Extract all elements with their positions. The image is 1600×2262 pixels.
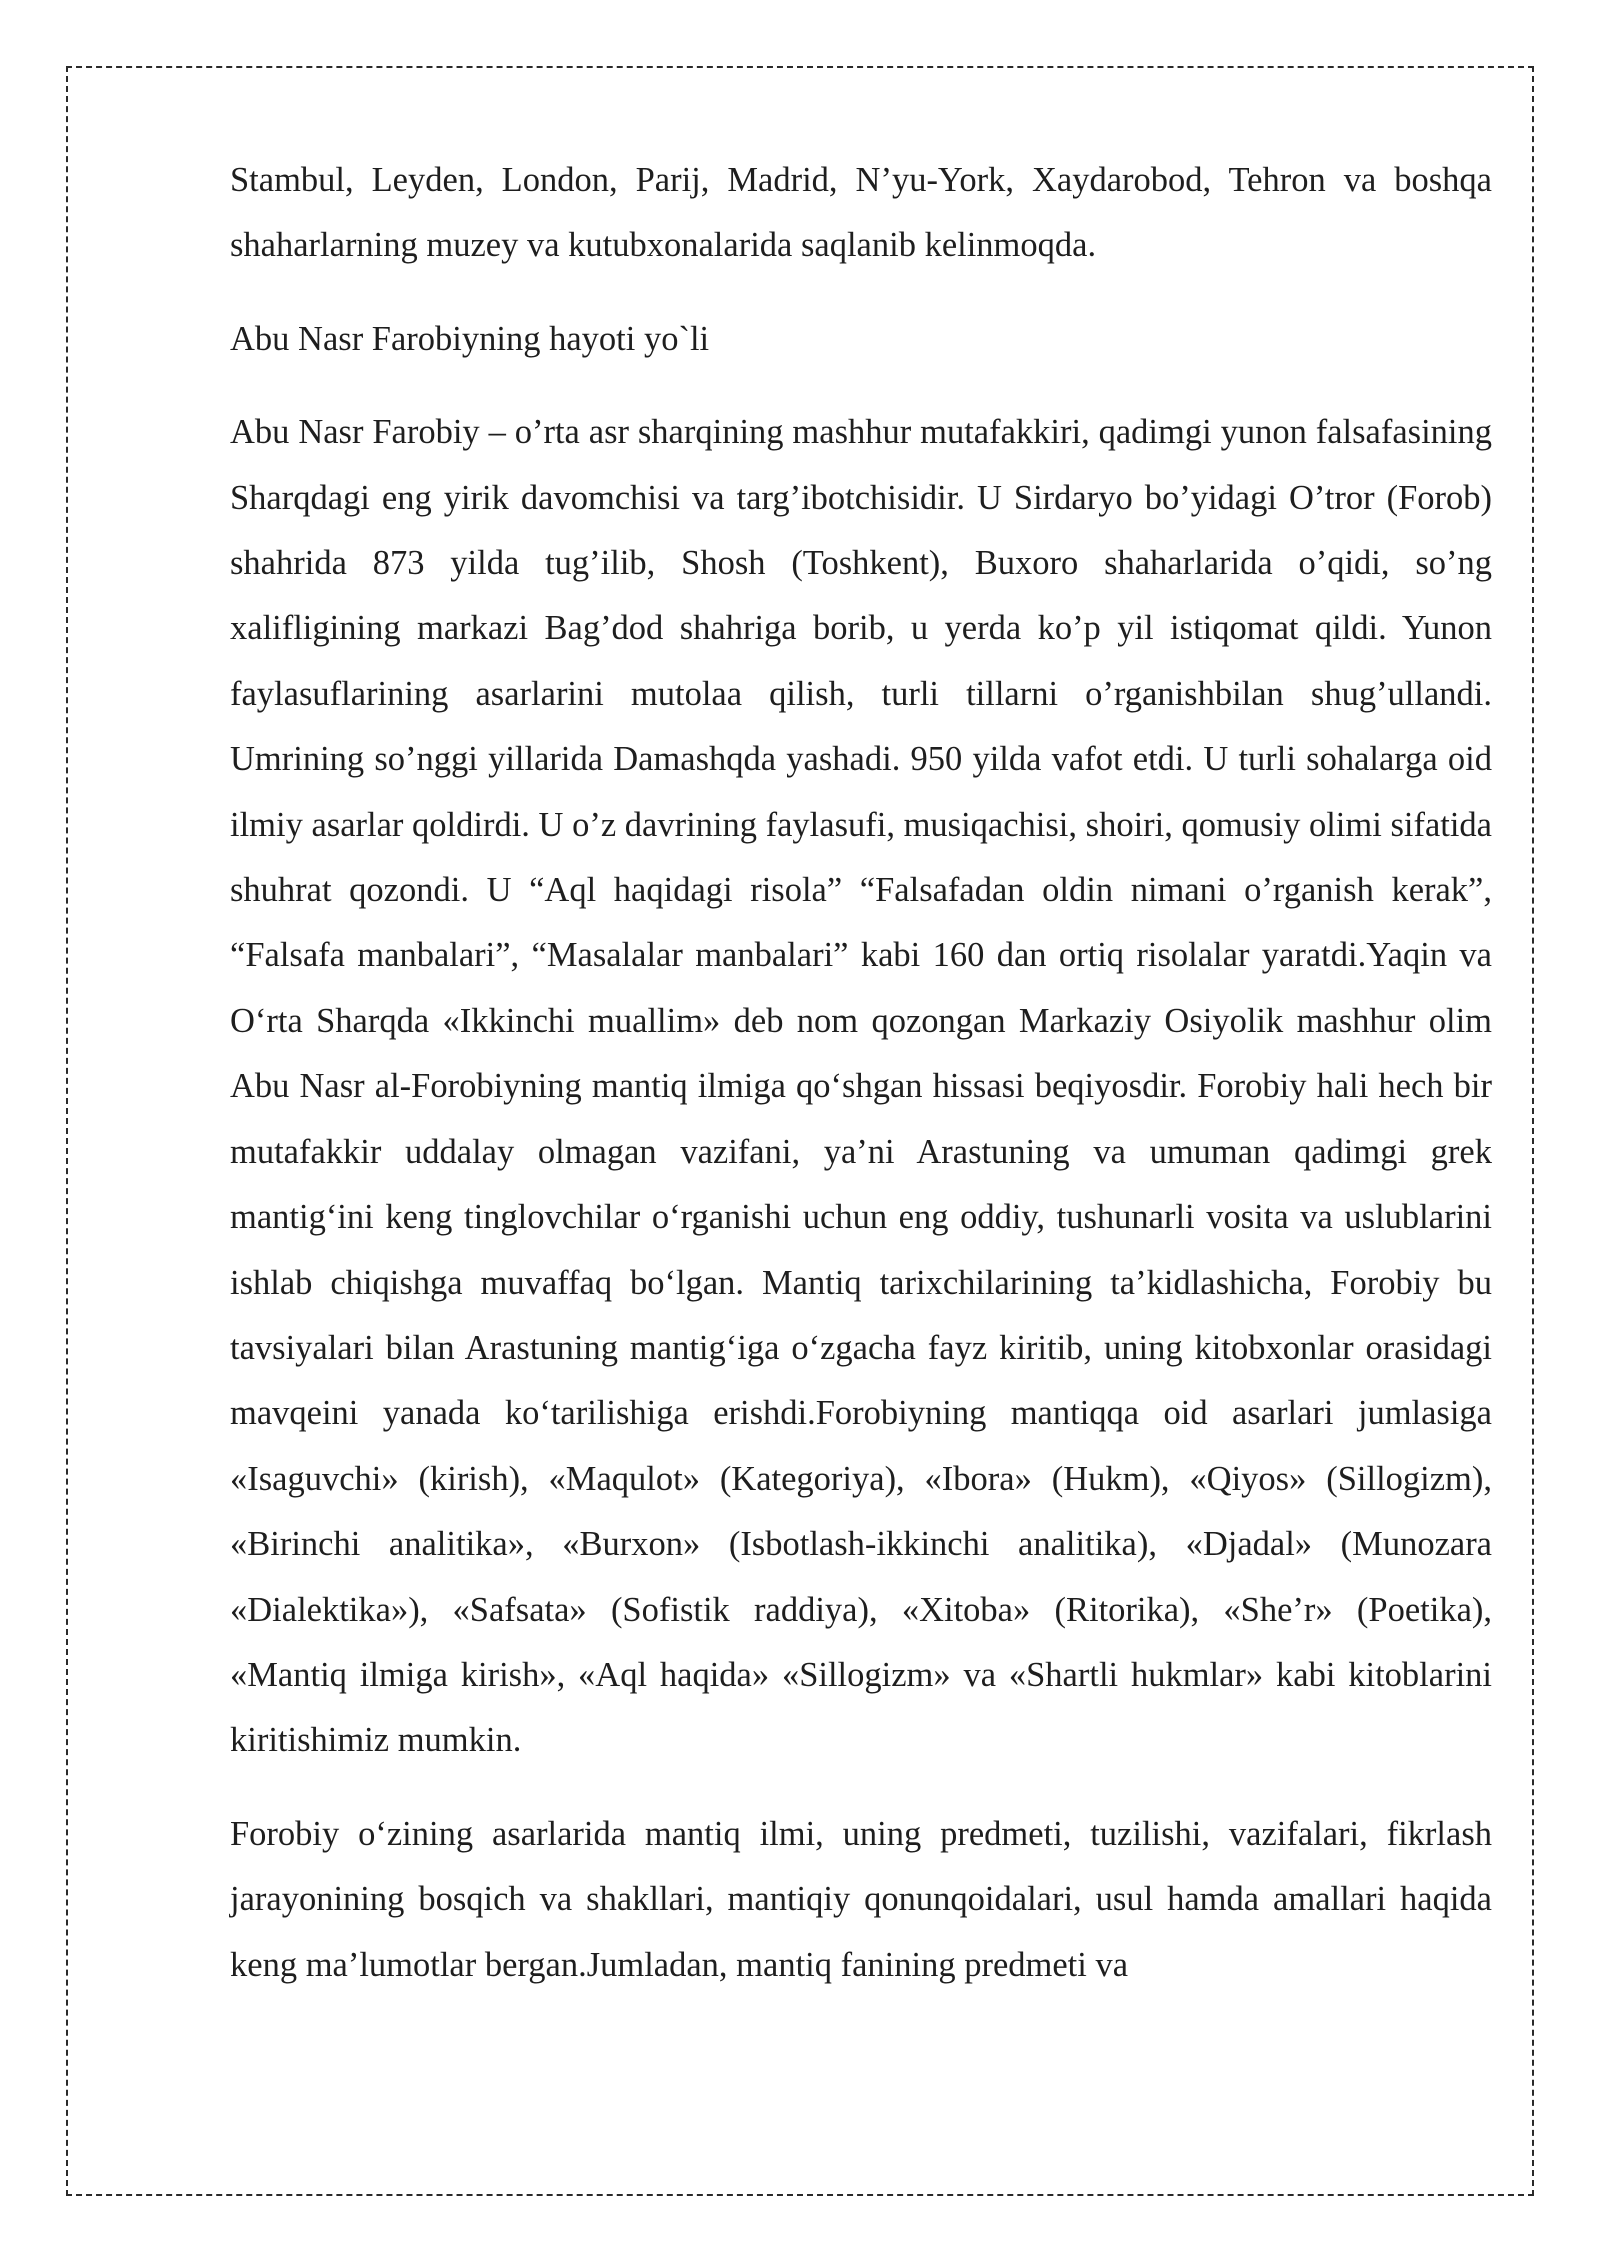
- document-body: [230, 148, 1492, 1998]
- paragraph-logic: Forobiy o‘zining asarlarida mantiq ilmi, uning predmeti, tuzilishi, vazifalari, fikrlash jarayonining bosqich va shakllari, mantiqiy qonunqoidalari, usul hamda amallari haqida keng ma’lumotlar bergan.Jumladan, mantiq fanining predmeti va: [230, 1814, 1492, 1984]
- paragraph-intro: Stambul, Leyden, London, Parij, Madrid, N’yu-York, Xaydarobod, Tehron va boshqa shaharlarning muzey va kutubxonalarida saqlanib kelinmoqda.: [230, 161, 1492, 265]
- paragraph-biography: Abu Nasr Farobiy – o’rta asr sharqining mashhur mutafakkiri, qadimgi yunon falsafasining Sharqdagi eng yirik davomchisi va targ’ibotchisidir. U Sirdaryo bo’yidagi O’tror (Forob) shahrida 873 yilda tug’ilib, Shosh (Toshkent), Buxoro shaharlarida o’qidi, so’ng xalifligining markazi Bag’dod shahriga borib, u yerda ko’p yil istiqomat qildi. Yunon faylasuflarining asarlarini mutolaa qilish, turli tillarni o’rganishbilan shug’ullandi. Umrining so’nggi yillarida Damashqda yashadi. 950 yilda vafot etdi. U turli sohalarga oid ilmiy asarlar qoldirdi. U o’z davrining faylasufi, musiqachisi, shoiri, qomusiy olimi sifatida shuhrat qozondi. U “Aql haqidagi risola” “Falsafadan oldin nimani o’rganish kerak”, “Falsafa manbalari”, “Masalalar manbalari” kabi 160 dan ortiq risolalar yaratdi.Yaqin va O‘rta Sharqda «Ikkinchi muallim» deb nom qozongan Markaziy Osiyolik mashhur olim Abu Nasr al-Forobiyning mantiq ilmiga qo‘shgan hissasi beqiyosdir. Forobiy hali hech bir mutafakkir uddalay olmagan vazifani, ya’ni Arastuning va umuman qadimgi grek mantig‘ini keng tinglovchilar o‘rganishi uchun eng oddiy, tushunarli vosita va uslublarini ishlab chiqishga muvaffaq bo‘lgan. Mantiq tarixchilarining ta’kidlashicha, Forobiy bu tavsiyalari bilan Arastuning mantig‘iga o‘zgacha fayz kiritib, uning kitobxonlar orasidagi mavqeini yanada ko‘tarilishiga erishdi.Forobiyning mantiqqa oid asarlari jumlasiga «Isaguvchi» (kirish), «Maqulot» (Kategoriya), «Ibora» (Hukm), «Qiyos» (Sillogizm), «Birinchi analitika», «Burxon» (Isbotlash-ikkinchi analitika), «Djadal» (Munozara «Dialektika»), «Safsata» (Sofistik raddiya), «Xitoba» (Ritorika), «She’r» (Poetika), «Mantiq ilmiga kirish», «Aql haqida» «Sillogizm» va «Shartli hukmlar» kabi kitoblarini kiritishimiz mumkin.: [230, 413, 1492, 1760]
- section-heading: Abu Nasr Farobiyning hayoti yo`li: [230, 319, 710, 358]
